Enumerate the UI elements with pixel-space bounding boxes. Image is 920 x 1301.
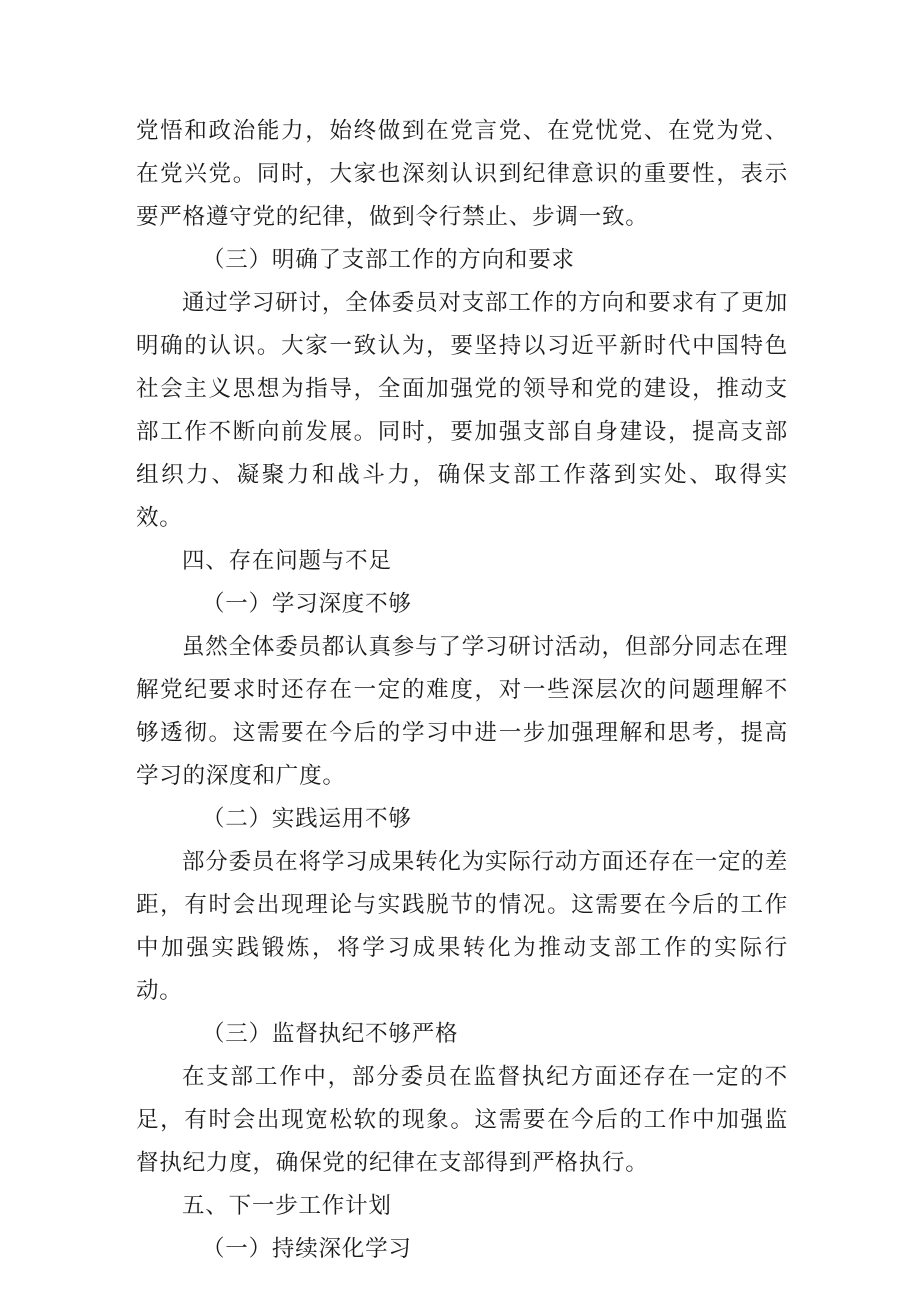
subsection-heading-4-3: （三）监督执纪不够严格 [202, 1021, 459, 1047]
body-paragraph-continued: 党悟和政治能力，始终做到在党言党、在党忧党、在党为党、在党兴党。同时，大家也深刻认识到纪律意识的重要性，表示要严格遵守党的纪律，做到令行禁止、步调一致。 [136, 118, 788, 230]
subsection-heading-4-1: （一）学习深度不够 [202, 591, 412, 617]
subsection-heading-5-1: （一）持续深化学习 [202, 1236, 412, 1262]
document-body [136, 110, 788, 1271]
body-paragraph: 部分委员在将学习成果转化为实际行动方面还存在一定的差距，有时会出现理论与实践脱节的情况。这需要在今后的工作中加强实践锻炼，将学习成果转化为推动支部工作的实际行动。 [136, 849, 788, 1004]
subsection-heading-3: （三）明确了支部工作的方向和要求 [202, 247, 575, 273]
body-paragraph: 虽然全体委员都认真参与了学习研讨活动，但部分同志在理解党纪要求时还存在一定的难度，对一些深层次的问题理解不够透彻。这需要在今后的学习中进一步加强理解和思考，提高学习的深度和广度。 [136, 634, 788, 789]
body-paragraph: 通过学习研讨，全体委员对支部工作的方向和要求有了更加明确的认识。大家一致认为，要坚持以习近平新时代中国特色社会主义思想为指导，全面加强党的领导和党的建设，推动支部工作不断向前发展。同时，要加强支部自身建设，提高支部组织力、凝聚力和战斗力，确保支部工作落到实处、取得实效。 [136, 290, 788, 531]
section-heading-4: 四、存在问题与不足 [182, 548, 392, 574]
body-paragraph: 在支部工作中，部分委员在监督执纪方面还存在一定的不足，有时会出现宽松软的现象。这需要在今后的工作中加强监督执纪力度，确保党的纪律在支部得到严格执行。 [136, 1064, 788, 1176]
section-heading-5: 五、下一步工作计划 [182, 1193, 392, 1219]
subsection-heading-4-2: （二）实践运用不够 [202, 806, 412, 832]
